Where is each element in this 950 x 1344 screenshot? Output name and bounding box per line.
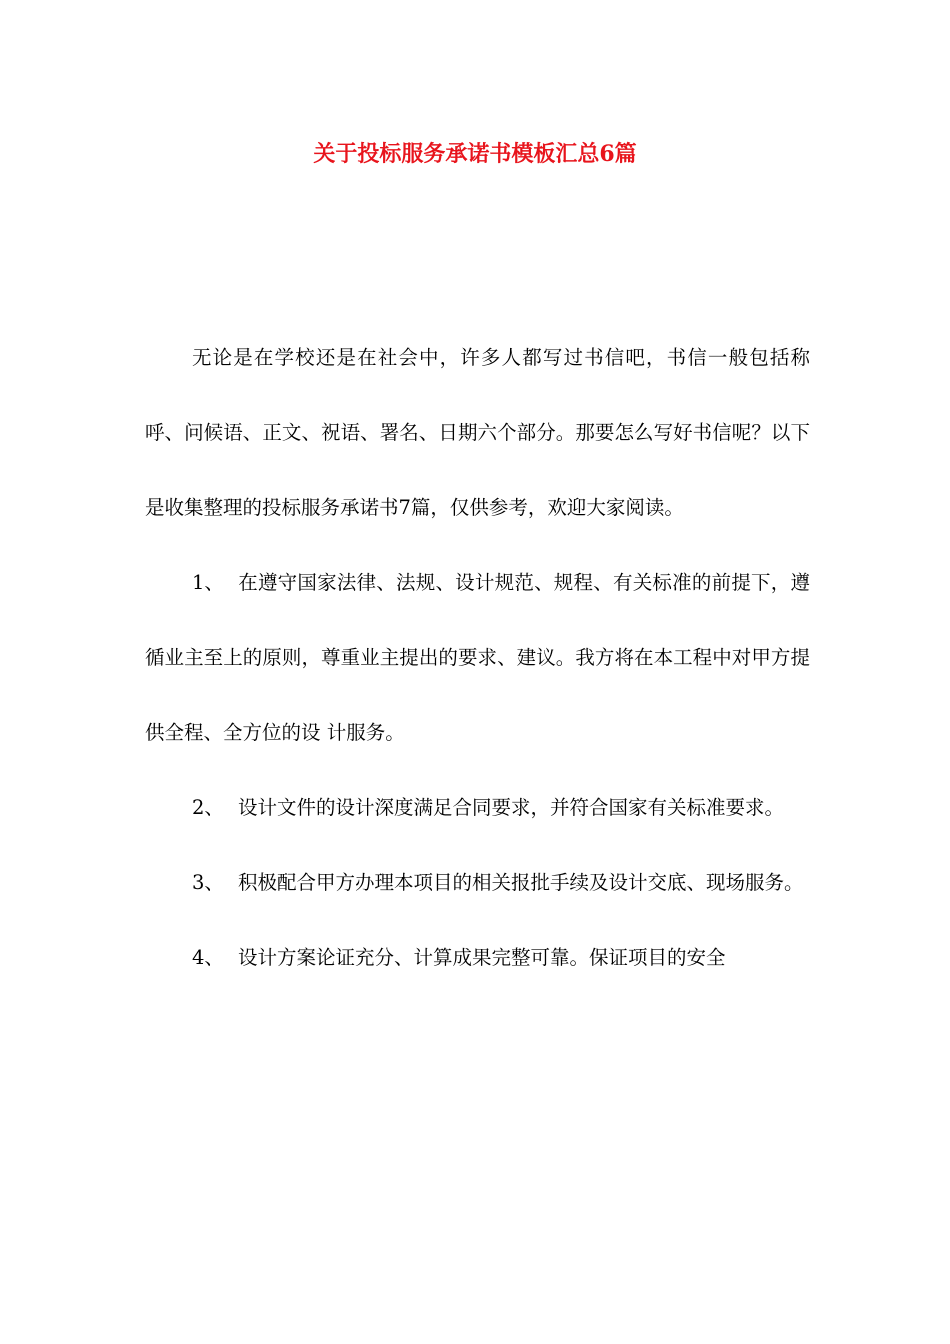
document-title: 关于投标服务承诺书模板汇总6篇 (313, 141, 637, 167)
intro-paragraph: 无论是在学校还是在社会中，许多人都写过书信吧，书信一般包括称呼、问候语、正文、祝语、署名、日期六个部分。那要怎么写好书信呢？以下是收集整理的投标服务承诺书7篇，仅供参考，欢迎大家阅读。 (145, 346, 810, 519)
list-item-number: 4、 (192, 946, 224, 969)
list-item-text: 设计文件的设计深度满足合同要求，并符合国家有关标准要求。 (238, 796, 785, 819)
list-item-number: 1、 (192, 571, 224, 594)
list-item-number: 2、 (192, 796, 224, 819)
list-item (145, 920, 810, 995)
list-item (145, 845, 810, 920)
list-item (145, 545, 810, 770)
list-item-text: 积极配合甲方办理本项目的相关报批手续及设计交底、现场服务。 (238, 871, 804, 894)
list-item-text: 设计方案论证充分、计算成果完整可靠。保证项目的安全 (238, 946, 726, 969)
document-body (145, 320, 810, 995)
list-item (145, 770, 810, 845)
list-item-text: 在遵守国家法律、法规、设计规范、规程、有关标准的前提下，遵循业主至上的原则，尊重业主提出的要求、建议。我方将在本工程中对甲方提供全程、全方位的设 计服务。 (145, 571, 810, 744)
list-item-number: 3、 (192, 871, 224, 894)
